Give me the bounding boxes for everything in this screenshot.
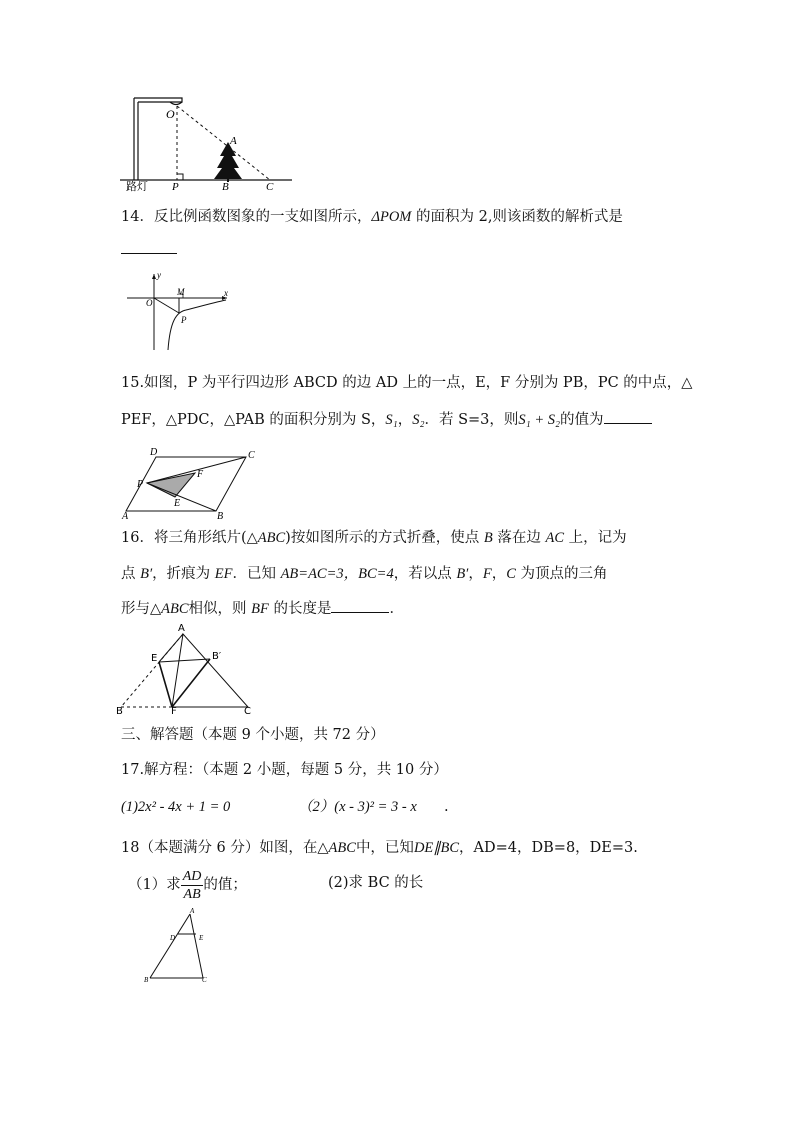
q17-part2: （2）(x - 3)² = 3 - x <box>298 799 417 815</box>
label-a: A <box>230 135 237 147</box>
parallelogram-figure <box>120 445 260 520</box>
q14-text: 14．反比例函数图象的一支如图所示，ΔPOM 的面积为 2,则该函数的解析式是 <box>121 209 623 225</box>
q16-line1: 16．将三角形纸片(△ABC)按如图所示的方式折叠，使点 B 落在边 AC 上，记为 <box>121 530 627 546</box>
label-c: C <box>202 976 207 984</box>
label-a: A <box>190 907 195 915</box>
label-d: D <box>150 447 158 458</box>
triangle-de-bc-figure <box>140 908 215 988</box>
label-p: P <box>172 181 179 193</box>
label-e: E <box>151 653 158 664</box>
q18-parts: （1）求 $\frac{AD}{AB}$ 的值； <box>128 868 247 902</box>
q15-line2: PEF，△PDC，△PAB 的面积分别为 S，S₁，S₂．若 S=3，则S₁ + S₂的值为 <box>121 409 652 430</box>
q15-answer-blank[interactable] <box>604 409 652 424</box>
label-p: P <box>181 315 187 325</box>
q16-answer-blank[interactable] <box>331 598 389 613</box>
label-b: B <box>217 511 224 522</box>
label-b-prime: B′ <box>212 651 222 662</box>
q16-line2: 点 B′，折痕为 EF．已知 AB=AC=3，BC=4，若以点 B′，F，C 为顶点的三角 <box>121 566 608 582</box>
label-p: P <box>137 479 144 490</box>
street-lamp-figure <box>110 90 300 195</box>
label-m: M <box>177 287 185 297</box>
ad-over-ab-fraction: $\frac{AD}{AB}$ <box>182 868 202 902</box>
label-a: A <box>178 623 185 634</box>
label-a: A <box>122 511 129 522</box>
label-f: F <box>171 706 177 717</box>
q18-line1: 18（本题满分 6 分）如图，在△ABC中，已知DE∥BC，AD=4，DB=8，DE=3. <box>121 840 638 856</box>
q17-title: 17.解方程：（本题 2 小题，每题 5 分，共 10 分） <box>121 762 448 778</box>
q17-part1: (1)2x² - 4x + 1 = 0 <box>121 799 231 815</box>
label-f: F <box>197 469 204 480</box>
axis-x: x <box>224 288 228 298</box>
label-lamp: 路灯 <box>126 180 148 193</box>
label-c: C <box>244 706 251 717</box>
label-b: B <box>222 181 229 193</box>
label-c: C <box>266 181 274 193</box>
label-o: O <box>146 298 153 308</box>
label-d: D <box>170 934 176 942</box>
label-b: B <box>116 706 123 717</box>
q15-line1: 15.如图，P 为平行四边形 ABCD 的边 AD 上的一点，E，F 分别为 PB，PC 的中点，△ <box>121 375 693 391</box>
q17-dot: . <box>444 799 449 815</box>
label-e: E <box>199 934 204 942</box>
hyperbola-figure <box>122 270 232 355</box>
section-3-heading: 三、解答题（本题 9 个小题，共 72 分） <box>121 727 385 743</box>
q16-line3: 形与△ABC相似，则 BF 的长度是 ． <box>121 598 404 619</box>
q18-part2: (2)求 BC 的长 <box>328 875 424 891</box>
q14-answer-blank[interactable] <box>121 239 177 254</box>
axis-y: y <box>157 270 161 280</box>
label-o: O <box>166 107 175 121</box>
label-b: B <box>144 976 149 984</box>
label-c: C <box>248 450 255 461</box>
label-e: E <box>174 498 181 509</box>
fold-triangle-figure <box>115 622 260 717</box>
